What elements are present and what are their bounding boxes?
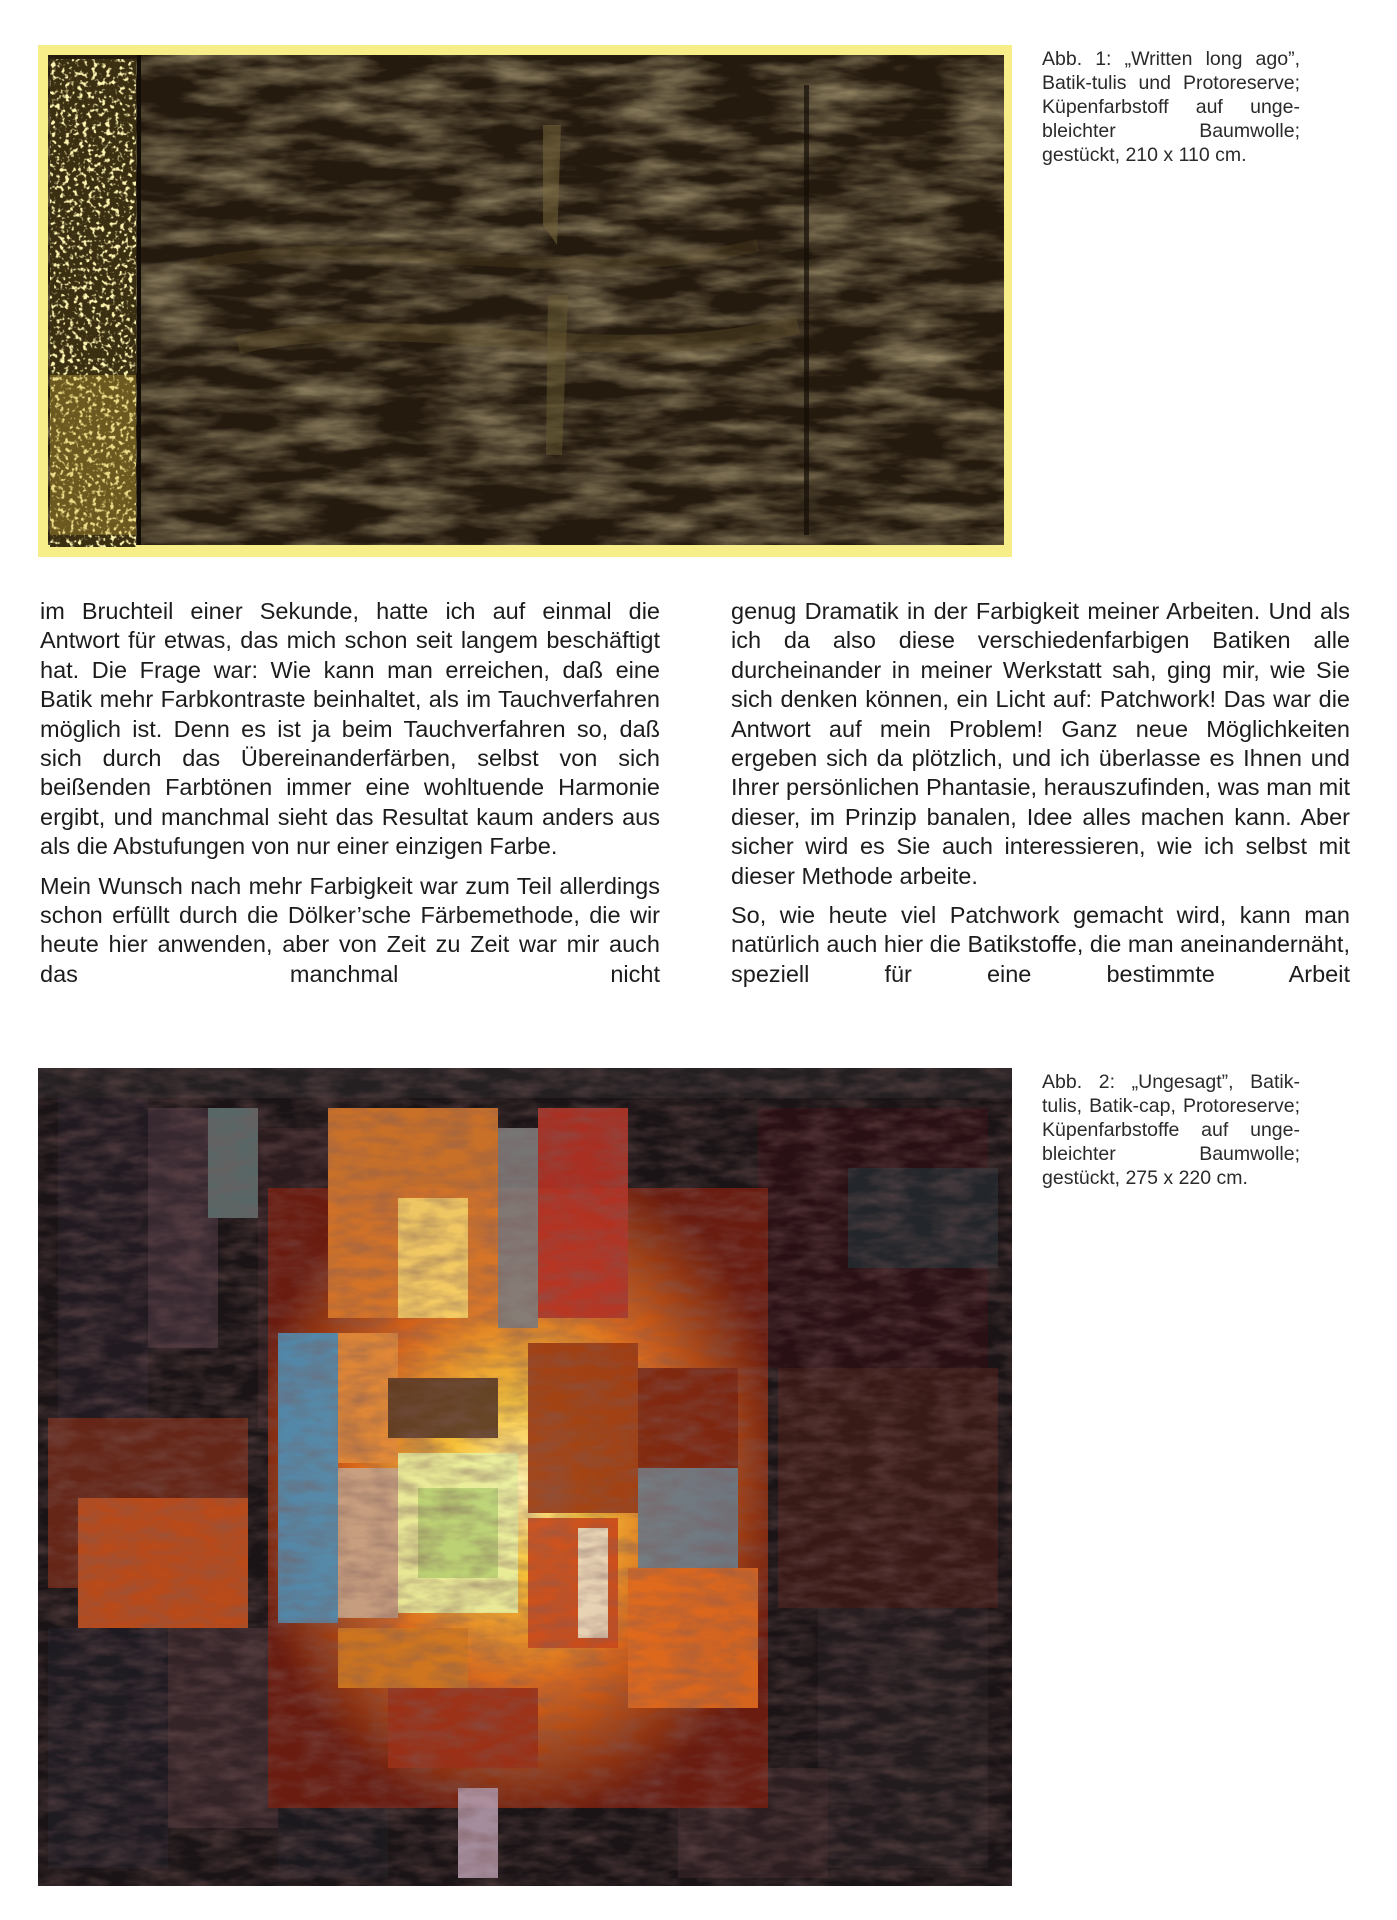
figure-2-caption: Abb. 2: „Ungesagt”, Batik-tulis, Batik-cap, Protoreserve; Küpenfarbstoffe auf ungebleichter Baumwolle; gestückt, 275 x 220 cm. <box>1042 1071 1300 1189</box>
text-column-right <box>731 597 1350 989</box>
right-paragraph-2: So, wie heute viel Patchwork gemacht wird, kann man natürlich auch hier die Batikstoffe, die man aneinandernäht, speziell für eine bestimmte Arbeit <box>731 902 1350 987</box>
quilt-written-long-ago <box>38 45 1012 557</box>
quilt-ungesagt <box>38 1068 1012 1886</box>
figure-2-image <box>38 1068 1012 1886</box>
right-paragraph-1: genug Dramatik in der Farbigkeit meiner Arbeiten. Und als ich da also diese verschiedenfarbigen Batiken alle durcheinander in meiner Werkstatt sah, ging mir, wie Sie sich denken können, ein Licht auf: Patchwork! Das war die Antwort auf mein Problem! Ganz neue Möglichkeiten ergeben sich da plötzlich, und ich überlasse es Ihnen und Ihrer persönlichen Phantasie, herauszufinden, was man mit dieser, im Prinzip banalen, Idee alles machen kann. Aber sicher wird es Sie auch interessieren, wie ich selbst mit dieser Methode arbeite. <box>731 598 1350 889</box>
left-paragraph-2: Mein Wunsch nach mehr Farbigkeit war zum Teil allerdings schon erfüllt durch die Dölker’sche Färbemethode, die wir heute hier anwenden, aber von Zeit zu Zeit war mir auch das manchmal nicht <box>40 872 660 987</box>
figure-1-caption: Abb. 1: „Written long ago”, Batik-tulis und Protoreserve; Küpenfarbstoff auf ungebleichter Baumwolle; gestückt, 210 x 110 cm. <box>1042 48 1300 166</box>
left-paragraph-1: im Bruchteil einer Sekunde, hatte ich auf einmal die Antwort für etwas, das mich schon seit langem beschäftigt hat. Die Frage war: Wie kann man erreichen, daß eine Batik mehr Farbkontraste beinhaltet, als im Tauchverfahren möglich ist. Denn es ist ja beim Tauchverfahren so, daß sich durch das Übereinanderfärben, selbst von sich beißenden Farbtönen immer eine wohltuende Harmonie ergibt, und manchmal sieht das Resultat kaum anders aus als die Abstufungen von nur einer einzigen Farbe. <box>40 598 660 860</box>
text-column-left <box>40 597 660 989</box>
figure-1-image <box>38 45 1012 557</box>
